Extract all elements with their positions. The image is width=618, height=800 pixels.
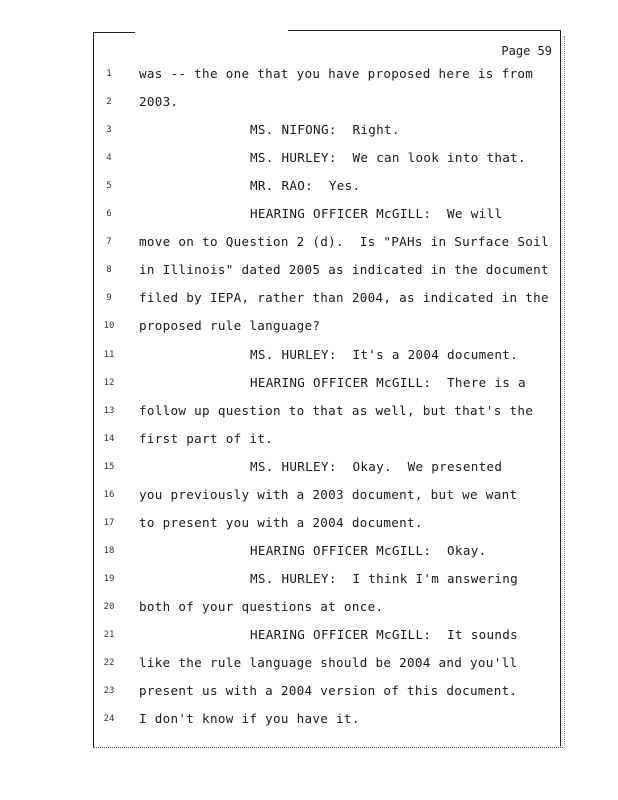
line-number: 13: [103, 405, 115, 416]
line-number: 4: [106, 153, 112, 164]
line-number: 19: [103, 573, 115, 584]
line-text: proposed rule language?: [139, 318, 321, 334]
page-number: Page 59: [501, 44, 552, 58]
transcript-line: [0, 459, 618, 479]
line-text: MS. HURLEY: We can look into that.: [250, 150, 526, 166]
line-number: 23: [103, 686, 115, 697]
line-text: present us with a 2004 version of this document.: [139, 683, 518, 699]
line-text: MR. RAO: Yes.: [250, 178, 361, 194]
transcript-line: [0, 122, 618, 142]
line-text: in Illinois" dated 2005 as indicated in the document: [139, 262, 549, 278]
line-text: first part of it.: [139, 430, 273, 446]
line-number: 24: [103, 714, 115, 725]
transcript-line: [0, 66, 618, 86]
frame-bottom-border: [93, 747, 563, 748]
transcript-line: [0, 627, 618, 647]
line-number: 15: [103, 461, 115, 472]
line-number: 9: [106, 293, 112, 304]
line-number: 11: [103, 349, 115, 360]
transcript-line: [0, 431, 618, 451]
line-number: 1: [106, 69, 112, 79]
line-number: 18: [103, 545, 115, 556]
line-text: HEARING OFFICER McGILL: We will: [250, 206, 503, 222]
transcript-line: [0, 262, 618, 282]
line-number: 22: [103, 658, 115, 669]
transcript-line: [0, 375, 618, 395]
transcript-line: [0, 599, 618, 619]
transcript-line: [0, 150, 618, 170]
frame-top-border-left: [93, 32, 135, 33]
line-text: was -- the one that you have proposed here is from: [139, 66, 534, 81]
transcript-line: [0, 178, 618, 198]
line-text: 2003.: [139, 94, 179, 110]
transcript-line: [0, 487, 618, 507]
transcript-line: [0, 347, 618, 367]
transcript-line: [0, 571, 618, 591]
line-text: MS. HURLEY: I think I'm answering: [250, 570, 518, 586]
line-number: 20: [103, 601, 115, 612]
transcript-line: [0, 683, 618, 703]
line-text: like the rule language should be 2004 and you'll: [139, 655, 518, 671]
transcript-line: [0, 403, 618, 423]
line-text: HEARING OFFICER McGILL: There is a: [250, 374, 526, 390]
line-number: 5: [106, 181, 112, 192]
transcript-line: [0, 290, 618, 310]
line-number: 2: [106, 97, 112, 108]
line-text: HEARING OFFICER McGILL: Okay.: [250, 542, 487, 558]
line-text: you previously with a 2003 document, but we want: [139, 486, 518, 502]
line-number: 6: [106, 209, 112, 220]
transcript-line: [0, 655, 618, 675]
transcript-line: [0, 318, 618, 338]
line-text: MS. HURLEY: Okay. We presented: [250, 458, 503, 474]
line-number: 12: [103, 377, 115, 388]
transcript-line: [0, 94, 618, 114]
line-text: MS. HURLEY: It's a 2004 document.: [250, 346, 518, 362]
line-text: HEARING OFFICER McGILL: It sounds: [250, 627, 518, 642]
transcript-line: [0, 711, 618, 731]
line-text: both of your questions at once.: [139, 598, 384, 614]
line-text: follow up question to that as well, but that's the: [139, 402, 534, 418]
line-text: filed by IEPA, rather than 2004, as indicated in the: [139, 290, 549, 306]
line-text: I don't know if you have it.: [139, 711, 360, 727]
line-text: to present you with a 2004 document.: [139, 514, 423, 530]
line-number: 3: [106, 125, 112, 136]
line-number: 8: [106, 265, 112, 276]
line-number: 21: [103, 630, 115, 640]
frame-top-border-right: [288, 30, 560, 31]
transcript-line: [0, 234, 618, 254]
line-text: move on to Question 2 (d). Is "PAHs in Surface Soil: [139, 234, 549, 250]
transcript-line: [0, 543, 618, 563]
line-number: 10: [103, 321, 115, 332]
line-text: MS. NIFONG: Right.: [250, 122, 400, 138]
line-number: 16: [103, 489, 115, 500]
transcript-line: [0, 206, 618, 226]
line-number: 7: [106, 237, 112, 248]
line-number: 17: [103, 517, 115, 528]
transcript-line: [0, 515, 618, 535]
line-number: 14: [103, 433, 115, 444]
